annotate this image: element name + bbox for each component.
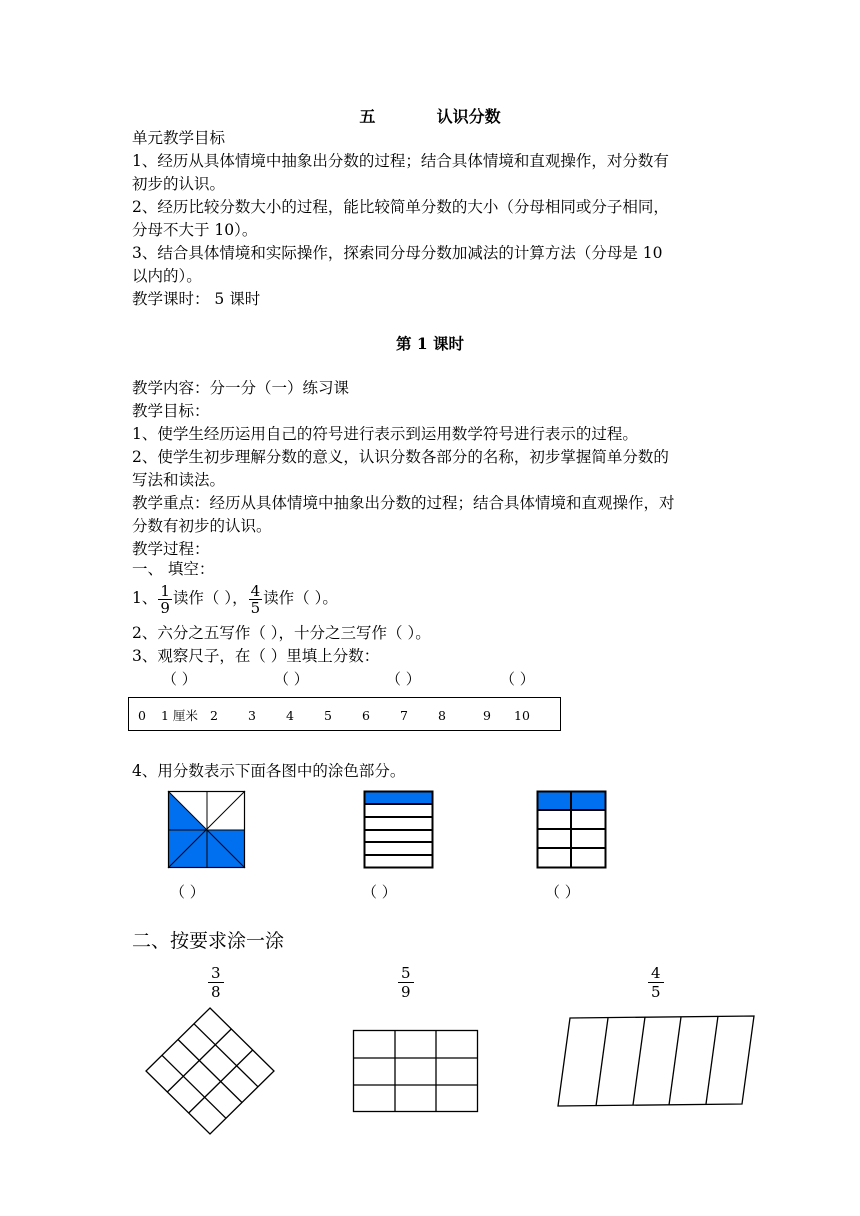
unit-goal-line: 以内的）。 <box>132 267 202 285</box>
target-fraction <box>208 964 224 1001</box>
lesson-goals-label: 教学目标： <box>132 402 210 420</box>
ruler-label: 8 <box>438 708 446 723</box>
fraction-numerator: 4 <box>250 581 261 600</box>
ruler-blank[interactable]: （ ） <box>386 670 421 688</box>
unit-goal-line: 3、结合具体情境和实际操作，探索同分母分数加减法的计算方法（分母是 10 <box>132 244 663 262</box>
question-4: 4、用分数表示下面各图中的涂色部分。 <box>132 762 406 780</box>
parallelogram-figure[interactable] <box>556 1012 756 1110</box>
grid-rectangle-figure <box>537 791 607 869</box>
fraction-numerator: 3 <box>208 964 224 983</box>
unit-number: 五 <box>359 107 376 126</box>
target-fraction <box>398 964 414 1001</box>
lesson-heading: 第 1 课时 <box>395 334 465 353</box>
fraction-denominator: 5 <box>651 983 661 1001</box>
ruler-label: 5 <box>324 708 332 723</box>
lesson-goal-line: 2、使学生初步理解分数的意义，认识分数各部分的名称，初步掌握简单分数的 <box>132 448 669 466</box>
question-2: 2、六分之五写作（ ），十分之三写作（ ）。 <box>132 624 431 642</box>
unit-hours: 教学课时： 5 课时 <box>132 290 261 308</box>
unit-goal-line: 2、经历比较分数大小的过程，能比较简单分数的大小（分母相同或分子相同， <box>132 198 669 216</box>
answer-blank[interactable]: （ ） <box>362 883 397 901</box>
lesson-focus-line: 教学重点：经历从具体情境中抽象出分数的过程；结合具体情境和直观操作，对 <box>132 494 675 512</box>
ruler-label: 10 <box>514 708 530 723</box>
answer-blank[interactable]: （ ） <box>545 883 580 901</box>
section-2-heading: 二、按要求涂一涂 <box>132 930 285 952</box>
unit-goal-line: 分母不大于 10）。 <box>132 221 258 239</box>
fraction-denominator: 5 <box>250 598 261 617</box>
answer-blank[interactable]: （ ） <box>170 883 205 901</box>
ruler-blank[interactable]: （ ） <box>162 670 197 688</box>
shaded-square-figure <box>168 791 246 869</box>
fraction-denominator: 9 <box>401 983 411 1001</box>
unit-goal-line: 1、经历从具体情境中抽象出分数的过程；结合具体情境和直观操作，对分数有 <box>132 152 669 170</box>
lesson-process-label: 教学过程： <box>132 540 210 558</box>
fraction-four-fifths <box>249 583 263 616</box>
q1-read1: 读作（ ）， <box>172 589 248 607</box>
ruler-label: 1 厘米 <box>161 708 198 723</box>
ruler-label: 0 <box>138 708 146 723</box>
fraction-one-ninth <box>158 583 172 616</box>
diamond-figure[interactable] <box>144 1008 276 1136</box>
ruler-label: 6 <box>362 708 370 723</box>
lesson-content: 教学内容：分一分（一）练习课 <box>132 379 350 397</box>
ruler-label: 4 <box>286 708 294 723</box>
ruler-label: 3 <box>248 708 256 723</box>
ruler <box>128 697 562 733</box>
fill-heading: 一、 填空： <box>132 560 215 578</box>
q1-read2: 读作（ ）。 <box>263 589 338 607</box>
question-1 <box>132 580 338 616</box>
lesson-goal-line: 写法和读法。 <box>132 471 226 489</box>
grid-outline <box>354 1031 478 1112</box>
ruler-blank[interactable]: （ ） <box>274 670 309 688</box>
lesson-focus-line: 分数有初步的认识。 <box>132 517 272 535</box>
unit-goals-heading: 单元教学目标 <box>132 129 226 147</box>
question-3: 3、观察尺子，在（ ）里填上分数： <box>132 647 380 665</box>
parallelogram-outline <box>558 1016 754 1106</box>
fraction-denominator: 9 <box>160 598 170 617</box>
unit-title <box>0 104 860 127</box>
fraction-numerator: 5 <box>398 964 414 983</box>
shaded-region <box>365 792 433 804</box>
ruler-label: 2 <box>210 708 218 723</box>
unit-goal-line: 初步的认识。 <box>132 175 226 193</box>
fraction-numerator: 4 <box>648 964 664 983</box>
grid-3x3-figure[interactable] <box>353 1030 479 1114</box>
lesson-goal-line: 1、使学生经历运用自己的符号进行表示到运用数学符号进行表示的过程。 <box>132 425 638 443</box>
q1-prefix: 1、 <box>132 589 158 607</box>
fraction-denominator: 8 <box>211 983 221 1001</box>
target-fraction <box>648 964 664 1001</box>
unit-name: 认识分数 <box>436 107 501 126</box>
ruler-label: 7 <box>400 708 408 723</box>
fraction-numerator: 1 <box>160 581 170 600</box>
ruler-blank[interactable]: （ ） <box>500 670 535 688</box>
striped-rectangle-figure <box>364 791 434 869</box>
ruler-label: 9 <box>483 708 491 723</box>
